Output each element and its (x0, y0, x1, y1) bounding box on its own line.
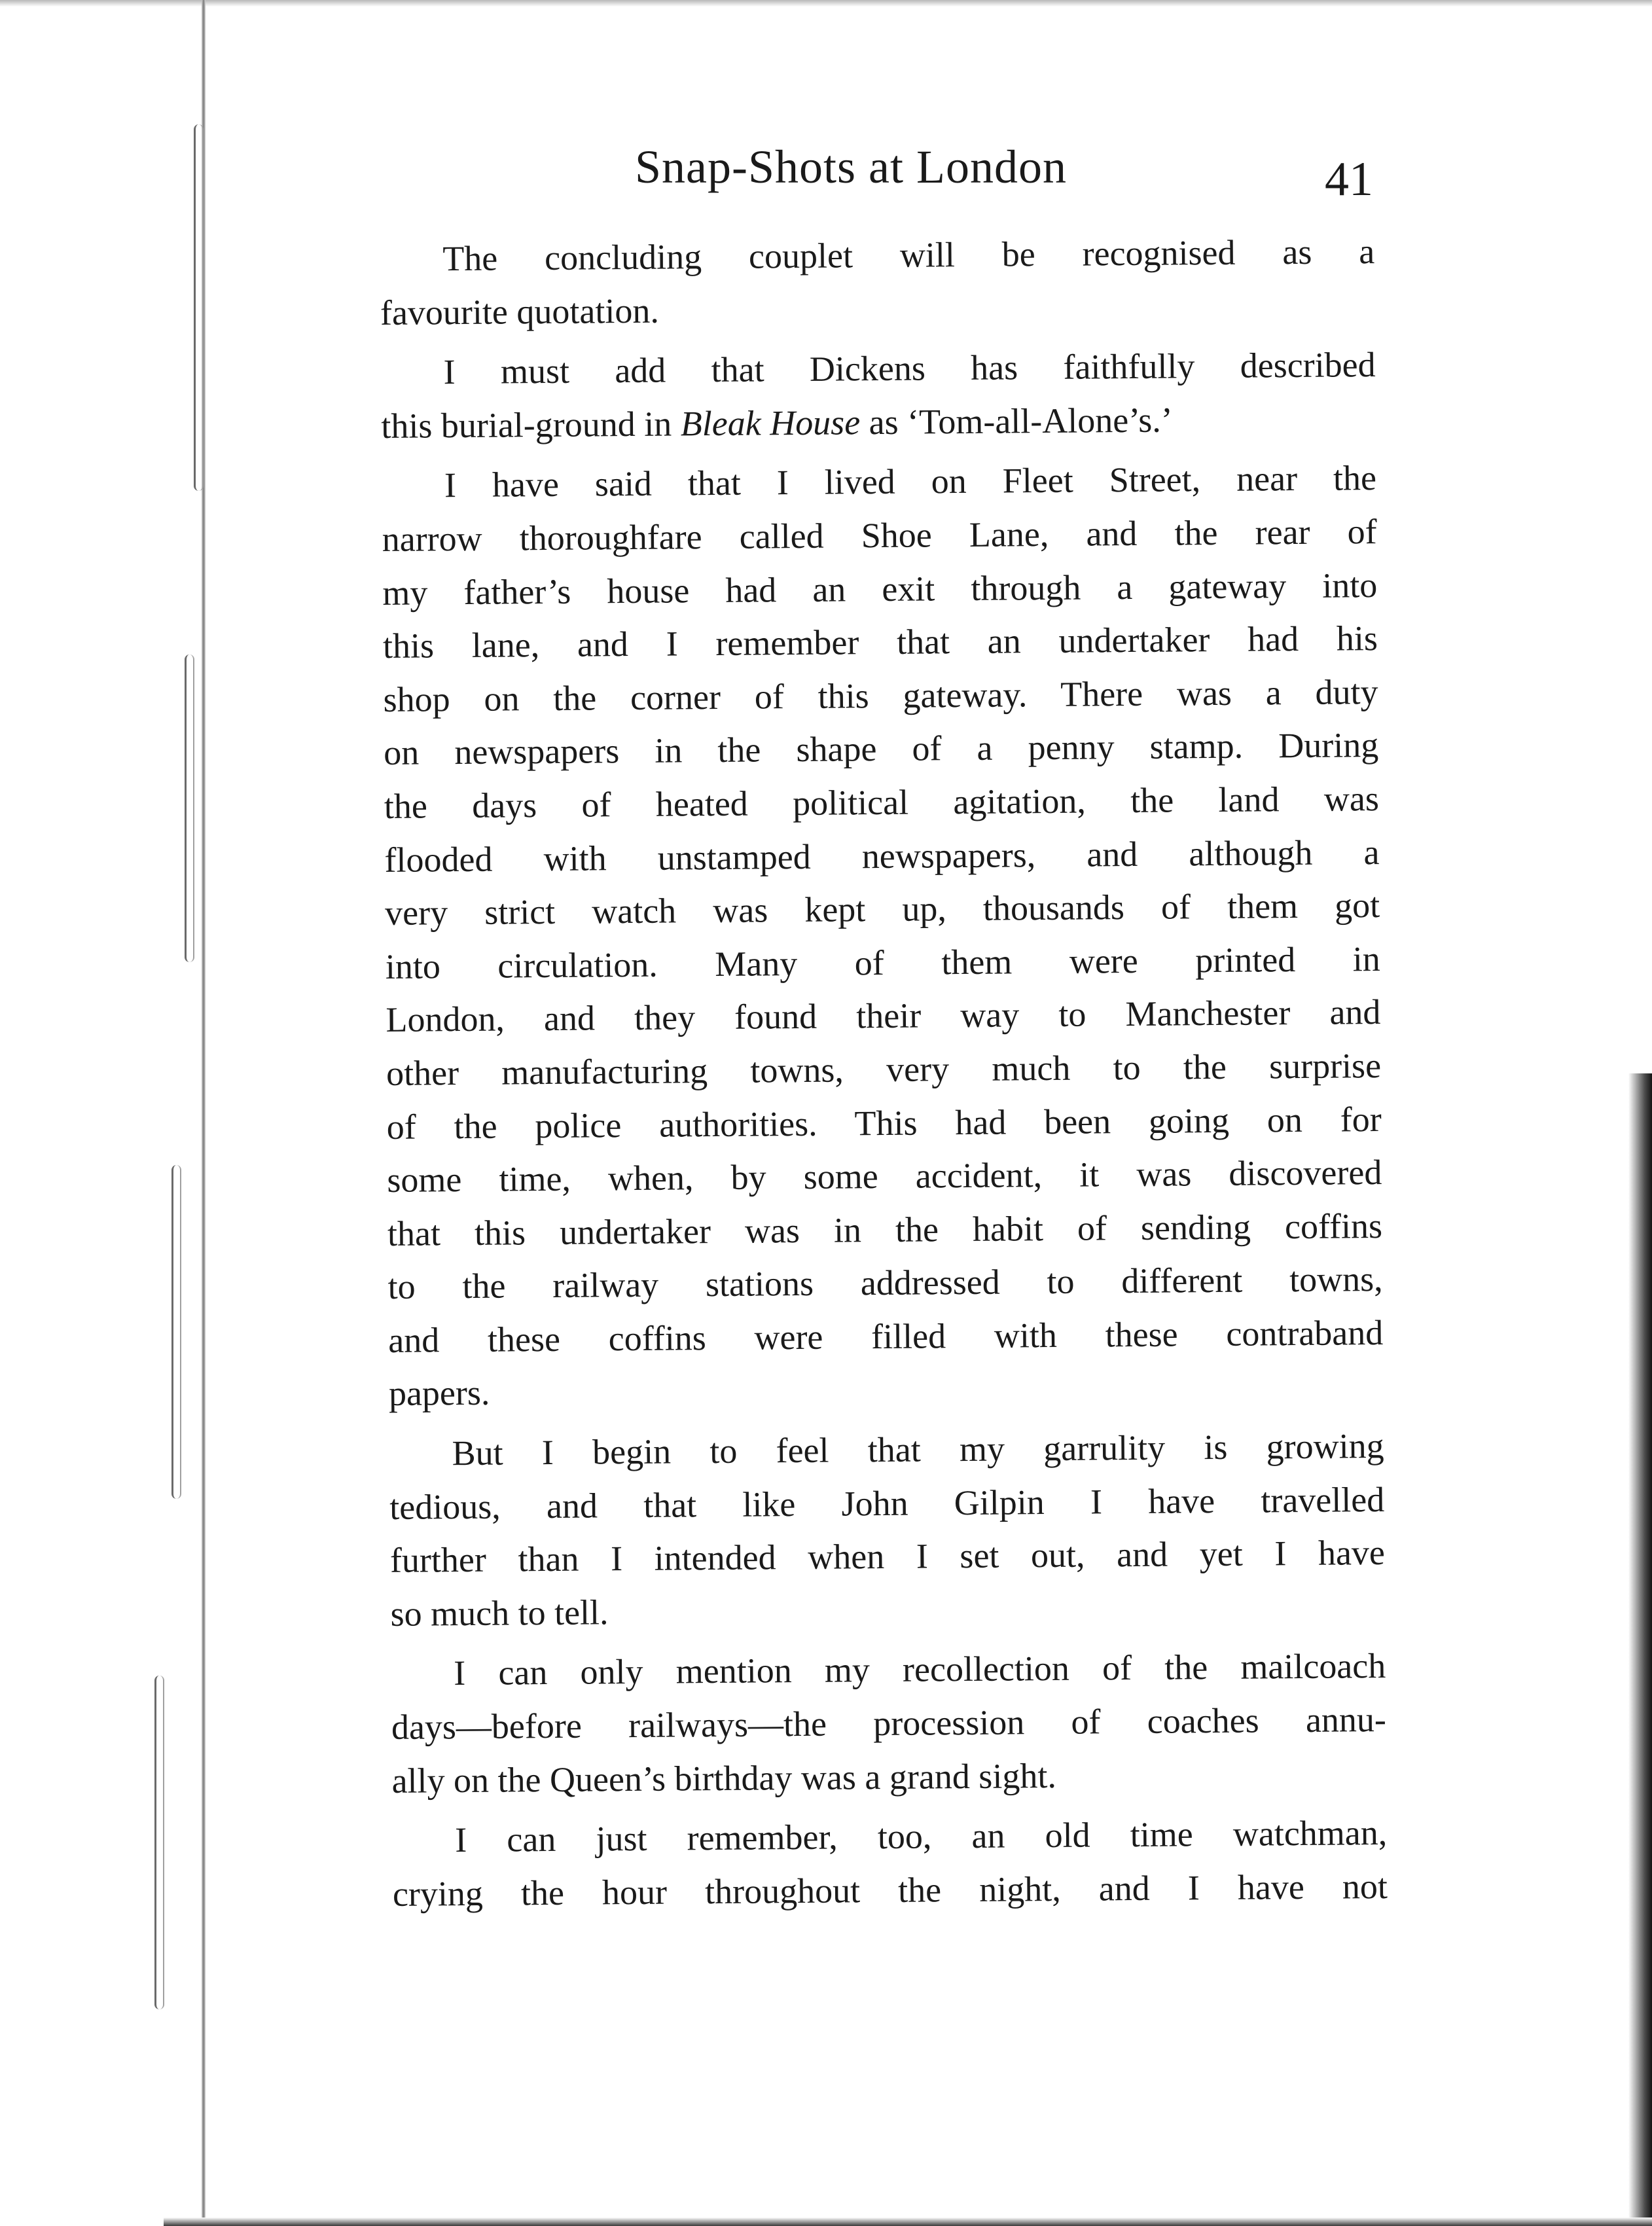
binding-thread (185, 655, 194, 962)
text-line: further than I intended when I set out, and yet I have (389, 1533, 1386, 1581)
text-line: I can only mention my recollection of the mailcoach (454, 1646, 1386, 1693)
text-line: I have said that I lived on Fleet Street, near the (444, 458, 1377, 505)
body-text (380, 225, 1388, 1921)
text-line: narrow thoroughfare called Shoe Lane, and the rear of (382, 512, 1377, 559)
text-line: on newspapers in the shape of a penny stamp. During (384, 725, 1379, 773)
text-line: that this undertaker was in the habit of sending coffins (387, 1206, 1383, 1253)
text-line: ally on the Queen’s birthday was a grand sight. (391, 1755, 1057, 1801)
binding-thread (154, 1676, 164, 2009)
text-line: my father’s house had an exit through a gateway into (382, 565, 1378, 613)
text-line: papers. (388, 1373, 490, 1414)
text-line: I must add that Dickens has faithfully described (443, 345, 1376, 392)
text-line: days—before railways—the procession of coaches annu- (391, 1700, 1387, 1747)
text-line: I can just remember, too, an old time watchman, (455, 1813, 1388, 1860)
text-fragment: this burial-ground in (381, 404, 672, 446)
scan-top-edge (0, 0, 1652, 7)
text-line: London, and they found their way to Manchester and (386, 992, 1381, 1040)
running-title: Snap-Shots at London (635, 141, 1067, 193)
text-line: into circulation. Many of them were printed in (385, 939, 1380, 986)
binding-thread (194, 124, 204, 491)
text-line: very strict watch was kept up, thousands of them got (384, 886, 1380, 933)
text-line: tedious, and that like John Gilpin I have travelled (389, 1479, 1385, 1527)
text-line: favourite quotation. (380, 291, 660, 332)
text-line: flooded with unstamped newspapers, and although a (384, 832, 1380, 880)
text-line: to the railway stations addressed to different towns, (387, 1259, 1383, 1307)
text-line: the days of heated political agitation, the land was (384, 778, 1380, 826)
text-line: The concluding couplet will be recognised as a (442, 232, 1375, 279)
scan-bottom-shadow (164, 2217, 1652, 2226)
text-line: crying the hour throughout the night, and I have not (392, 1866, 1388, 1914)
scan-margin (0, 0, 196, 2226)
text-line: of the police authorities. This had been going on for (386, 1099, 1382, 1147)
text-fragment: as ‘Tom-all-Alone’s.’ (869, 400, 1173, 442)
text-line: so much to tell. (390, 1592, 609, 1634)
text-line (381, 392, 1376, 454)
text-line: But I begin to feel that my garrulity is growing (452, 1426, 1384, 1473)
page-number: 41 (1325, 153, 1373, 206)
text-line: shop on the corner of this gateway. There was a duty (383, 672, 1378, 719)
scan-right-shadow (1628, 1073, 1652, 2225)
text-line: and these coffins were filled with these contraband (388, 1312, 1384, 1360)
book-title: Bleak House (680, 403, 861, 444)
text-line: this lane, and I remember that an undertaker had his (382, 619, 1378, 666)
text-line: some time, when, by some accident, it was discovered (387, 1153, 1382, 1200)
binding-thread (171, 1165, 181, 1499)
text-line: other manufacturing towns, very much to the surprise (386, 1045, 1382, 1093)
